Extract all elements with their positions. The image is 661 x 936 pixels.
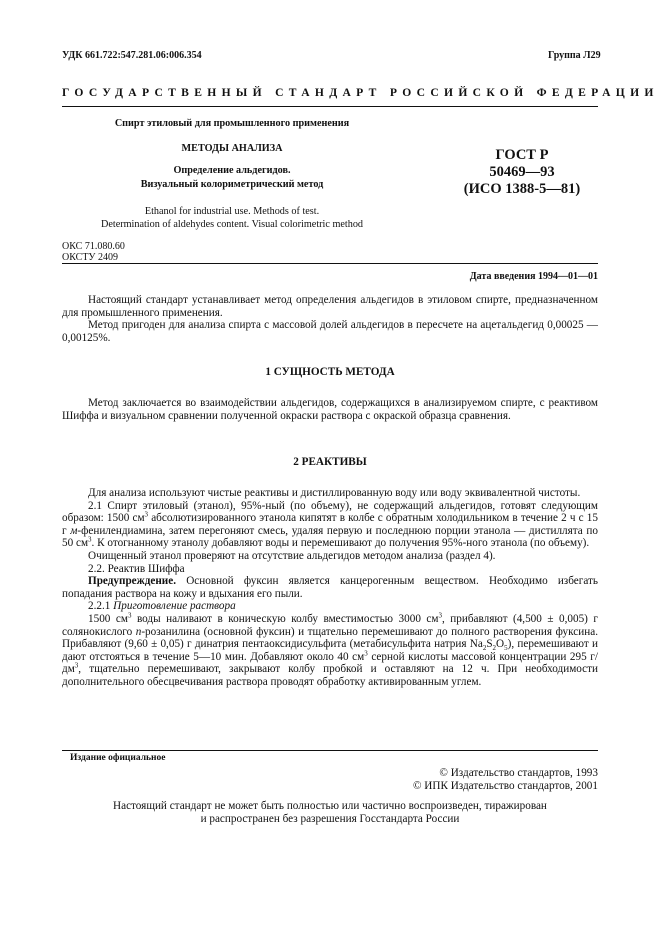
udk-code: УДК 661.722:547.281.06:006.354 [62,50,202,61]
copyright-2001: © ИПК Издательство стандартов, 2001 [412,780,598,792]
copyright-1993: © Издательство стандартов, 1993 [439,767,598,779]
title-product: Спирт этиловый для промышленного применения [114,118,350,129]
gost-label: ГОСТ Р [495,147,549,163]
preparation-paragraph: 1500 $см^3$ воды наливают в коническую колбу вместимостью 3000 $см^3$, прибавляют (4,500 ± 0,005) г солянокислого п-розанилина (основной фуксин) и тщательно перемешивают до полного растворения фуксина. Прибавляют (9,60 ± 0,05) г динатрия пентаоксидисульфита (метабисульфита натрия $Na_2S_2O_5$), перемешивают и дают отстояться в течение 5—10 мин. Добавляют около 40 $см^3$ серной кислоты массовой концентрации 295 $г/дм^3$, тщательно перемешивают, закрывают колбу пробкой и оставляют на 12 ч. При необходимости дополнительного обесцвечивания раствора проводят обработку активированным углем. [62,611,599,688]
okstu-code: ОКСТУ 2409 [62,252,119,263]
oks-code: ОКС 71.080.60 [62,241,125,252]
section-2-paragraph-4: 2.2. Реактив Шиффа [88,562,185,575]
title-method: Визуальный колориметрический метод [140,179,324,190]
footer-rule [62,750,598,751]
warning-label: Предупреждение. [88,575,177,588]
subsection-title: 2.2.1 Приготовление раствора [88,600,236,613]
section-1-body [62,397,598,422]
title-en-line2: Determination of aldehydes content. Visual colorimetric method [100,219,364,230]
section-1-paragraph: Метод заключается во взаимодействии альдегидов, содержащихся в анализируемом спирте, с реактивом Шиффа и визуальном сравнении полученной окраски раствора с окраской образца сравнения. [62,397,598,422]
section-2-paragraph-3: Очищенный этанол проверяют на отсутствие альдегидов методом анализа (раздел 4). [88,549,496,562]
reproduction-notice-line2: и распространен без разрешения Госстандарта России [200,813,460,825]
section-2-body [62,487,598,689]
intro-paragraph-1: Настоящий стандарт устанавливает метод определения альдегидов в этиловом спирте, предназначенном для промышленного применения. [62,294,598,319]
intro-paragraph-2: Метод пригоден для анализа спирта с массовой долей альдегидов в пересчете на ацетальдегид 0,00025 — 0,00125%. [62,319,598,344]
state-standard-banner: ГОСУДАРСТВЕННЫЙ СТАНДАРТ РОССИЙСКОЙ ФЕДЕРАЦИИ [62,86,659,99]
title-methods: МЕТОДЫ АНАЛИЗА [181,143,283,154]
header-rule [62,106,598,107]
intro-date: Дата введения 1994—01—01 [469,271,598,282]
intro-block [62,294,598,344]
reproduction-notice-line1: Настоящий стандарт не может быть полностью или частично воспроизведен, тиражирован [113,800,547,812]
title-en-line1: Ethanol for industrial use. Methods of test. [144,206,320,217]
group-code: Группа Л29 [548,50,601,61]
warning-paragraph: Предупреждение. Основной фуксин является канцерогенным веществом. Необходимо избегать попадания раствора на кожу и вдыхания его пыли. [62,575,598,600]
section-2-paragraph-2: 2.1 Спирт этиловый (этанол), 95%-ный (по объему), не содержащий альдегидов, готовят следующим образом: 1500 $см^3$ абсолютизированного этанола кипятят в колбе с обратным холодильником в течение 2 ч с 15 г м-фенилендиамина, затем перегоняют смесь, удаляя первую и последнюю порции этанола — дистиллята по 50 $см^3$. К отогнанному этанолу добавляют воды и перемешивают до получения 95%-ного этанола (по объему). [62,499,598,550]
section-2-paragraph-1: Для анализа используют чистые реактивы и дистиллированную воду или воду эквивалентной чистоты. [88,487,581,499]
section-2-heading: 2 РЕАКТИВЫ [293,456,367,468]
gost-number: 50469—93 [489,164,555,180]
classification-rule [62,263,598,264]
iso-number: (ИСО 1388-5—81) [463,181,581,197]
title-subject: Определение альдегидов. [173,165,291,176]
section-1-heading: 1 СУЩНОСТЬ МЕТОДА [265,366,395,378]
official-edition-label: Издание официальное [70,753,166,763]
